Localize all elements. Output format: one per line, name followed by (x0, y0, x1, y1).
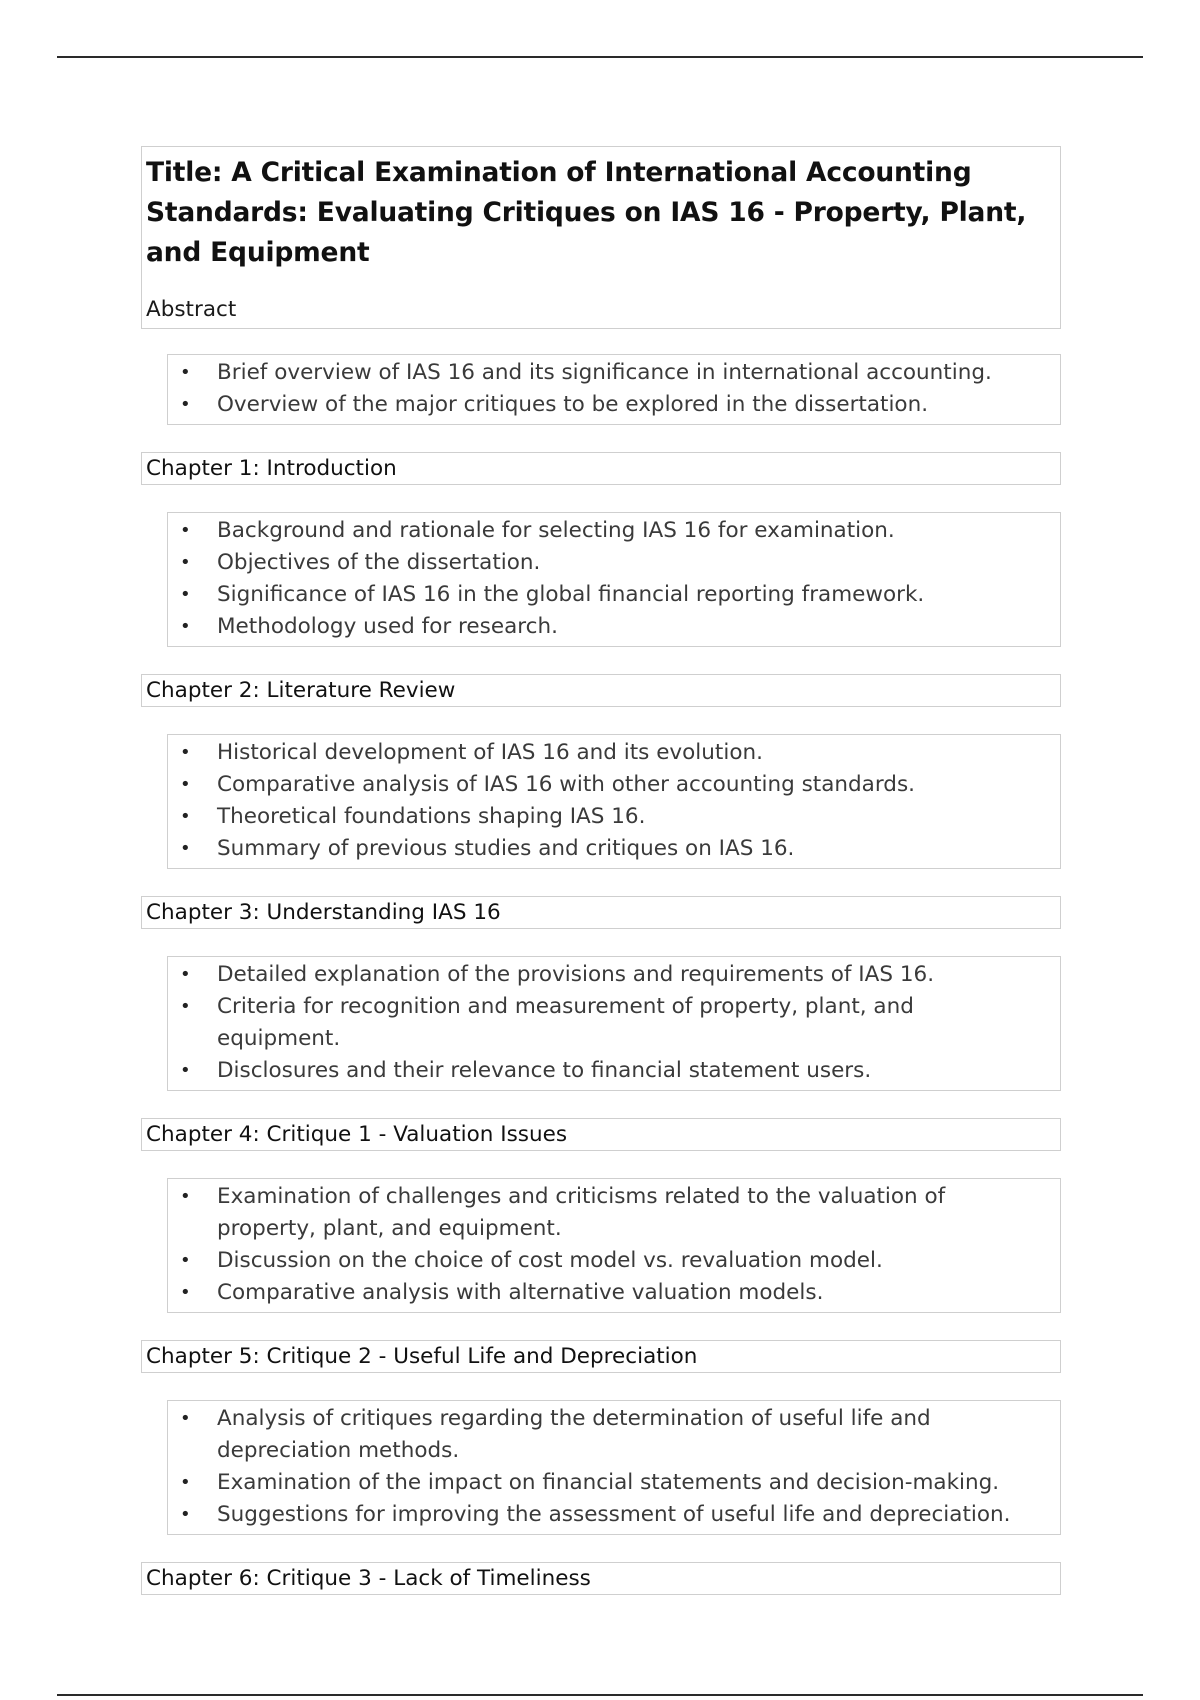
footer-rule (57, 1694, 1143, 1696)
title-block (141, 146, 1061, 329)
chapter-heading-2: Chapter 2: Literature Review (141, 674, 1061, 707)
list-item: • Detailed explanation of the provisions and requirements of IAS 16. (168, 959, 1060, 991)
chapter-list-5 (167, 1400, 1061, 1535)
list-item: • Criteria for recognition and measurement of property, plant, and equipment. (168, 991, 1060, 1055)
chapter-heading-1: Chapter 1: Introduction (141, 452, 1061, 485)
list-item: • Overview of the major critiques to be explored in the dissertation. (168, 389, 1060, 421)
list-item: • Suggestions for improving the assessment of useful life and depreciation. (168, 1499, 1060, 1531)
chapter-list-4 (167, 1178, 1061, 1313)
list-item: • Summary of previous studies and critiques on IAS 16. (168, 833, 1060, 865)
document-body (141, 146, 1061, 1595)
abstract-list (167, 354, 1061, 425)
chapter-list-2 (167, 734, 1061, 869)
chapter-heading-3: Chapter 3: Understanding IAS 16 (141, 896, 1061, 929)
list-item: • Objectives of the dissertation. (168, 547, 1060, 579)
document-title: Title: A Critical Examination of International Accounting Standards: Evaluating Critiques on IAS 16 - Property, Plant, and Equipment (146, 157, 1027, 268)
list-item: • Significance of IAS 16 in the global financial reporting framework. (168, 579, 1060, 611)
list-item: • Analysis of critiques regarding the determination of useful life and depreciation methods. (168, 1403, 1060, 1467)
chapter-heading-6: Chapter 6: Critique 3 - Lack of Timeliness (141, 1562, 1061, 1595)
list-item: • Comparative analysis of IAS 16 with other accounting standards. (168, 769, 1060, 801)
list-item: • Discussion on the choice of cost model vs. revaluation model. (168, 1245, 1060, 1277)
header-rule (57, 56, 1143, 58)
list-item: • Brief overview of IAS 16 and its significance in international accounting. (168, 357, 1060, 389)
chapter-heading-5: Chapter 5: Critique 2 - Useful Life and Depreciation (141, 1340, 1061, 1373)
chapter-list-1 (167, 512, 1061, 647)
list-item: • Comparative analysis with alternative valuation models. (168, 1277, 1060, 1309)
list-item: • Examination of challenges and criticisms related to the valuation of property, plant, and equipment. (168, 1181, 1060, 1245)
chapter-list-3 (167, 956, 1061, 1091)
list-item: • Background and rationale for selecting IAS 16 for examination. (168, 515, 1060, 547)
list-item: • Disclosures and their relevance to financial statement users. (168, 1055, 1060, 1087)
list-item: • Theoretical foundations shaping IAS 16. (168, 801, 1060, 833)
abstract-label: Abstract (146, 297, 237, 322)
list-item: • Historical development of IAS 16 and its evolution. (168, 737, 1060, 769)
chapter-heading-4: Chapter 4: Critique 1 - Valuation Issues (141, 1118, 1061, 1151)
list-item: • Methodology used for research. (168, 611, 1060, 643)
list-item: • Examination of the impact on financial statements and decision-making. (168, 1467, 1060, 1499)
